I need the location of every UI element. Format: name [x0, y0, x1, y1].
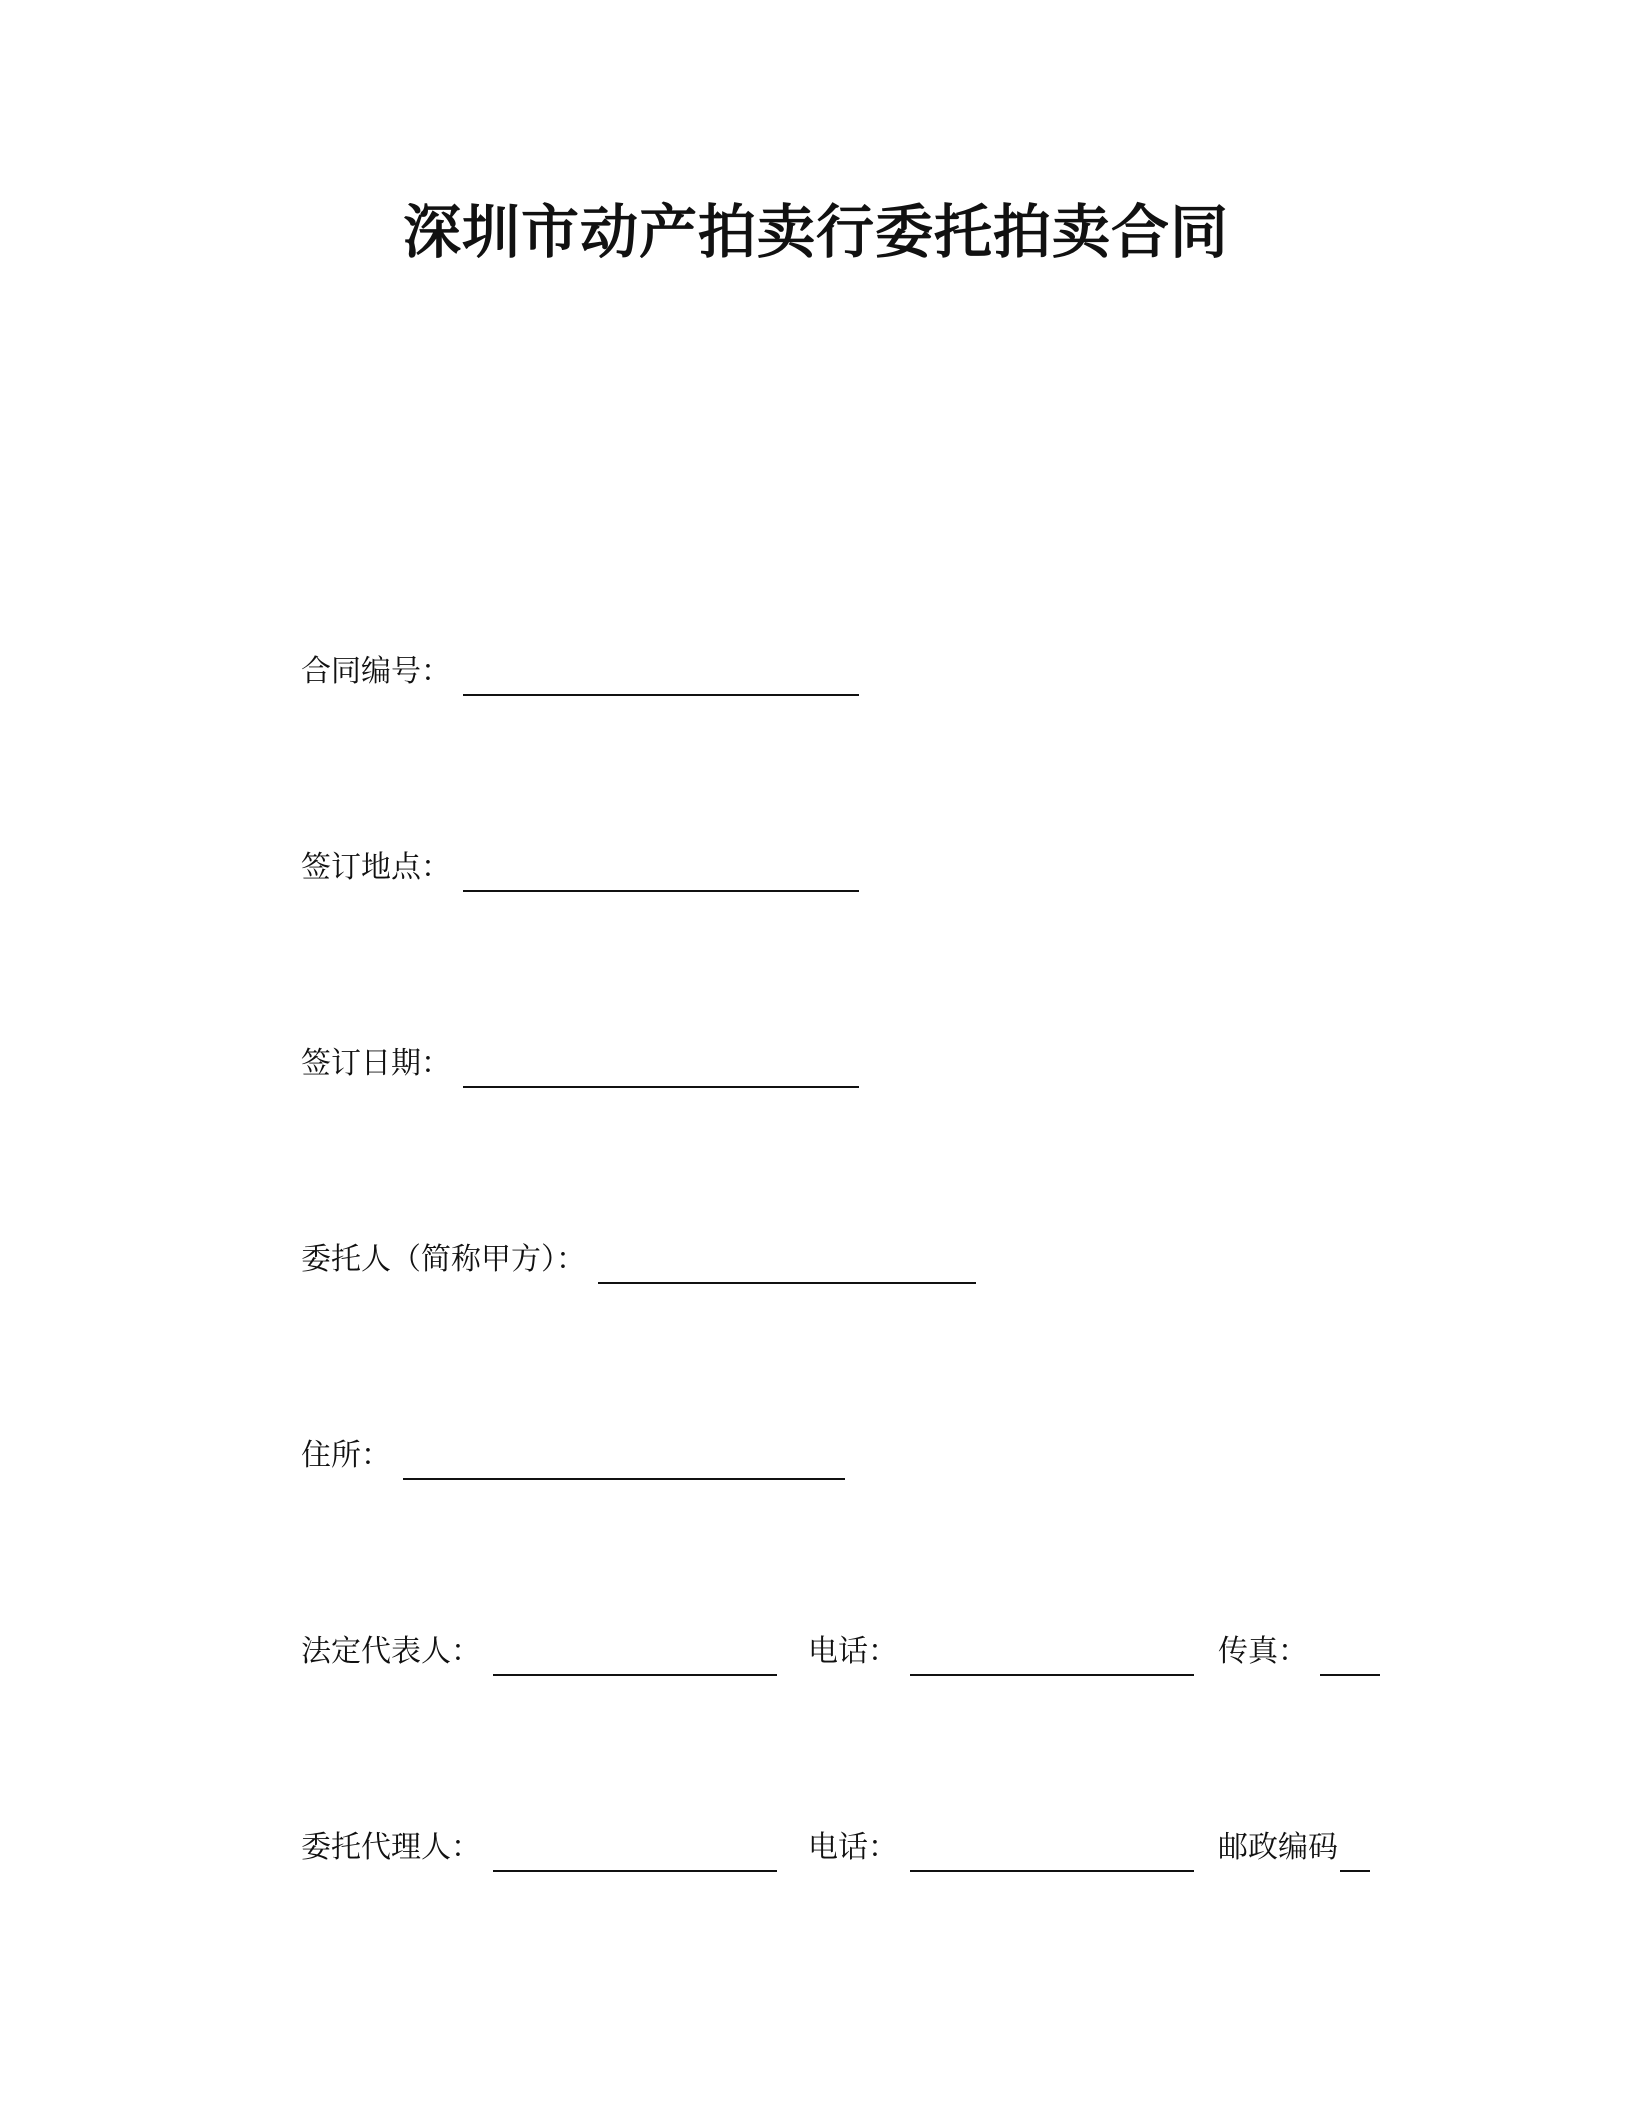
phone1-blank[interactable]: [910, 1638, 1194, 1676]
address-blank[interactable]: [403, 1442, 845, 1480]
legal-rep-blank[interactable]: [493, 1638, 777, 1676]
phone2-label: 电话：: [808, 1830, 898, 1865]
agent-blank[interactable]: [493, 1834, 777, 1872]
postcode-group: [1218, 1822, 1370, 1868]
principal-row: [301, 1234, 976, 1280]
postcode-blank[interactable]: [1340, 1834, 1370, 1872]
agent-group: [301, 1822, 777, 1868]
address-label: 住所：: [301, 1438, 391, 1473]
contract-number-label: 合同编号：: [301, 654, 451, 689]
contract-number-blank[interactable]: [463, 658, 859, 696]
phone2-group: [808, 1822, 1194, 1868]
sign-place-label: 签订地点：: [301, 850, 451, 885]
phone2-blank[interactable]: [910, 1834, 1194, 1872]
address-row: [301, 1430, 845, 1476]
postcode-label: 邮政编码: [1218, 1830, 1338, 1865]
legal-rep-group: [301, 1626, 777, 1672]
principal-blank[interactable]: [598, 1246, 976, 1284]
sign-date-label: 签订日期：: [301, 1046, 451, 1081]
sign-date-row: [301, 1038, 859, 1084]
fax-group: [1218, 1626, 1380, 1672]
principal-label: 委托人（简称甲方）：: [301, 1242, 586, 1277]
phone1-group: [808, 1626, 1194, 1672]
contract-number-row: [301, 646, 859, 692]
legal-rep-label: 法定代表人：: [301, 1634, 481, 1669]
fax-blank[interactable]: [1320, 1638, 1380, 1676]
document-title: 深圳市动产拍卖行委托拍卖合同: [402, 198, 1229, 266]
sign-date-blank[interactable]: [463, 1050, 859, 1088]
phone1-label: 电话：: [808, 1634, 898, 1669]
sign-place-row: [301, 842, 859, 888]
agent-label: 委托代理人：: [301, 1830, 481, 1865]
fax-label: 传真：: [1218, 1634, 1308, 1669]
sign-place-blank[interactable]: [463, 854, 859, 892]
